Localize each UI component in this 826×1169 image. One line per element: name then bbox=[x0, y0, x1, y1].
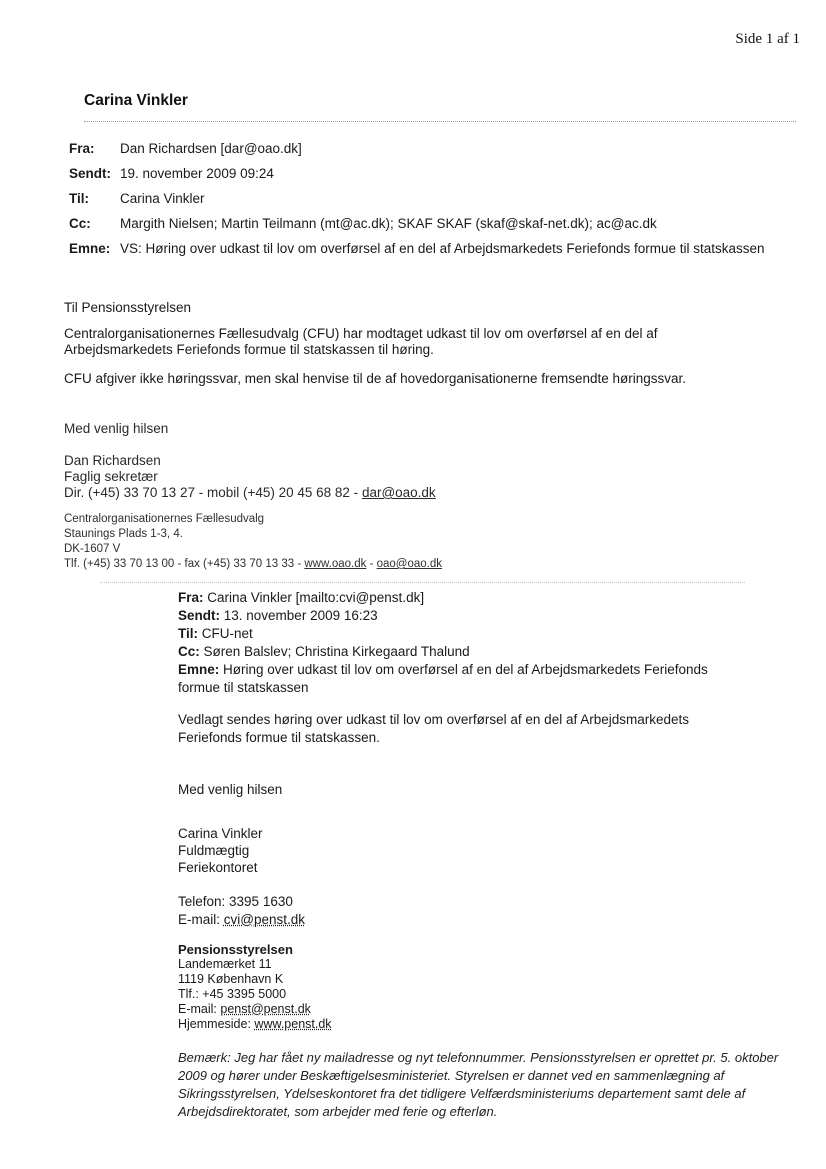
quoted-org-website-line bbox=[178, 1017, 750, 1032]
org-link-separator: - bbox=[366, 558, 377, 570]
quoted-org-name: Pensionsstyrelsen bbox=[178, 942, 293, 957]
quoted-org-address: Landemærket 11 bbox=[178, 957, 272, 971]
quoted-body-paragraph: Vedlagt sendes høring over udkast til lov om overførsel af en del af Arbejdsmarkedets Feriefonds formue til statskassen. bbox=[178, 712, 690, 745]
quoted-org-website-prefix: Hjemmeside: bbox=[178, 1017, 255, 1031]
org-postal: DK-1607 V bbox=[64, 543, 121, 555]
to-value: Carina Vinkler bbox=[120, 191, 205, 206]
quoted-from-label: Fra: bbox=[178, 590, 204, 605]
quoted-email-prefix: E-mail: bbox=[178, 912, 224, 927]
field-row-to bbox=[69, 191, 785, 207]
quoted-signature-department: Feriekontoret bbox=[178, 860, 258, 875]
signature-contact-line bbox=[64, 485, 728, 501]
signature-title: Faglig sekretær bbox=[64, 469, 158, 484]
email-header-fields bbox=[69, 141, 785, 266]
subject-value: VS: Høring over udkast til lov om overførsel af en del af Arbejdsmarkedets Feriefonds formue til statskassen bbox=[120, 241, 765, 256]
penst-website-link[interactable]: www.penst.dk bbox=[254, 1017, 332, 1031]
salutation: Til Pensionsstyrelsen bbox=[64, 300, 192, 315]
dar-email-link[interactable]: dar@oao.dk bbox=[361, 485, 436, 500]
sent-label: Sendt: bbox=[69, 166, 111, 181]
email-body bbox=[64, 300, 728, 572]
quoted-subject-label: Emne: bbox=[178, 662, 220, 677]
org-phone-prefix: Tlf. (+45) 33 70 13 00 - fax (+45) 33 70 13 33 - bbox=[64, 558, 305, 570]
penst-email-link[interactable]: penst@penst.dk bbox=[220, 1002, 311, 1016]
quoted-field-to bbox=[178, 625, 750, 643]
quoted-org-phone: Tlf.: +45 3395 5000 bbox=[178, 987, 287, 1001]
quoted-contact bbox=[178, 893, 750, 929]
recipient-header bbox=[84, 92, 796, 122]
quoted-phone-line: Telefon: 3395 1630 bbox=[178, 894, 293, 909]
subject-label: Emne: bbox=[69, 241, 111, 256]
quoted-signature-title: Fuldmægtig bbox=[178, 843, 250, 858]
sent-value: 19. november 2009 09:24 bbox=[120, 166, 274, 181]
recipient-title: Carina Vinkler bbox=[84, 92, 188, 109]
quoted-sent-label: Sendt: bbox=[178, 608, 220, 623]
quoted-to-label: Til: bbox=[178, 626, 198, 641]
sender-org-footer bbox=[64, 512, 728, 572]
signature-contact-prefix: Dir. (+45) 33 70 13 27 - mobil (+45) 20 45 68 82 - bbox=[64, 485, 362, 500]
quoted-subject-value: Høring over udkast til lov om overførsel af en del af Arbejdsmarkedets Feriefonds formue til statskassen bbox=[178, 662, 708, 695]
from-label: Fra: bbox=[69, 141, 95, 156]
org-contact-line bbox=[64, 557, 728, 572]
from-value: Dan Richardsen [dar@oao.dk] bbox=[120, 141, 302, 156]
quoted-header-fields bbox=[178, 589, 750, 697]
quoted-org-city: 1119 København K bbox=[178, 972, 284, 986]
quoted-to-value: CFU-net bbox=[201, 626, 253, 641]
to-label: Til: bbox=[69, 191, 89, 206]
quoted-cc-value: Søren Balslev; Christina Kirkegaard Thalund bbox=[203, 644, 470, 659]
quoted-field-from bbox=[178, 589, 750, 607]
quoted-org-footer bbox=[178, 942, 750, 1032]
quoted-from-value: Carina Vinkler [mailto:cvi@penst.dk] bbox=[207, 590, 425, 605]
body-paragraph: Centralorganisationernes Fællesudvalg (CFU) har modtaget udkast til lov om overførsel af en del af Arbejdsmarkedets Feriefonds formue til statskassen til høring. bbox=[64, 326, 658, 357]
field-row-subject bbox=[69, 241, 785, 257]
oao-email-link[interactable]: oao@oao.dk bbox=[376, 558, 443, 570]
quoted-signature bbox=[178, 825, 750, 876]
oao-website-link[interactable]: www.oao.dk bbox=[304, 558, 367, 570]
quoted-org-email-prefix: E-mail: bbox=[178, 1002, 221, 1016]
quoted-org-email-line bbox=[178, 1002, 750, 1017]
cvi-email-link[interactable]: cvi@penst.dk bbox=[223, 912, 306, 927]
section-separator bbox=[100, 582, 745, 583]
quoted-email-line bbox=[178, 911, 750, 929]
quoted-email bbox=[178, 589, 779, 1121]
signature-name: Dan Richardsen bbox=[64, 453, 161, 468]
quoted-field-sent bbox=[178, 607, 750, 625]
quoted-cc-label: Cc: bbox=[178, 644, 200, 659]
quoted-sent-value: 13. november 2009 16:23 bbox=[223, 608, 378, 623]
org-name: Centralorganisationernes Fællesudvalg bbox=[64, 513, 265, 525]
page-number: Side 1 af 1 bbox=[735, 31, 800, 47]
body-paragraph: CFU afgiver ikke høringssvar, men skal henvise til de af hovedorganisationerne fremsendte høringssvar. bbox=[64, 371, 687, 386]
org-address: Staunings Plads 1-3, 4. bbox=[64, 528, 183, 540]
cc-value: Margith Nielsen; Martin Teilmann (mt@ac.dk); SKAF SKAF (skaf@skaf-net.dk); ac@ac.dk bbox=[120, 216, 657, 231]
closing-line: Med venlig hilsen bbox=[64, 421, 169, 436]
quoted-signature-name: Carina Vinkler bbox=[178, 826, 263, 841]
field-row-sent bbox=[69, 166, 785, 182]
field-row-cc bbox=[69, 216, 785, 232]
quoted-field-subject bbox=[178, 661, 750, 697]
field-row-from bbox=[69, 141, 785, 157]
sender-signature bbox=[64, 453, 728, 501]
quoted-field-cc bbox=[178, 643, 750, 661]
address-change-note: Bemærk: Jeg har fået ny mailadresse og nyt telefonnummer. Pensionsstyrelsen er oprettet pr. 5. oktober 2009 og hører under Beskæftigelsesministeriet. Styrelsen er dannet ved en sammenlægning af Sikringsstyrelsen, Ydelseskontoret fra det tidligere Velfærdsministeriums departement samt dele af Arbejdsdirektoratet, som arbejder med ferie og efterløn. bbox=[178, 1050, 779, 1119]
quoted-closing-line: Med venlig hilsen bbox=[178, 782, 283, 797]
cc-label: Cc: bbox=[69, 216, 91, 231]
